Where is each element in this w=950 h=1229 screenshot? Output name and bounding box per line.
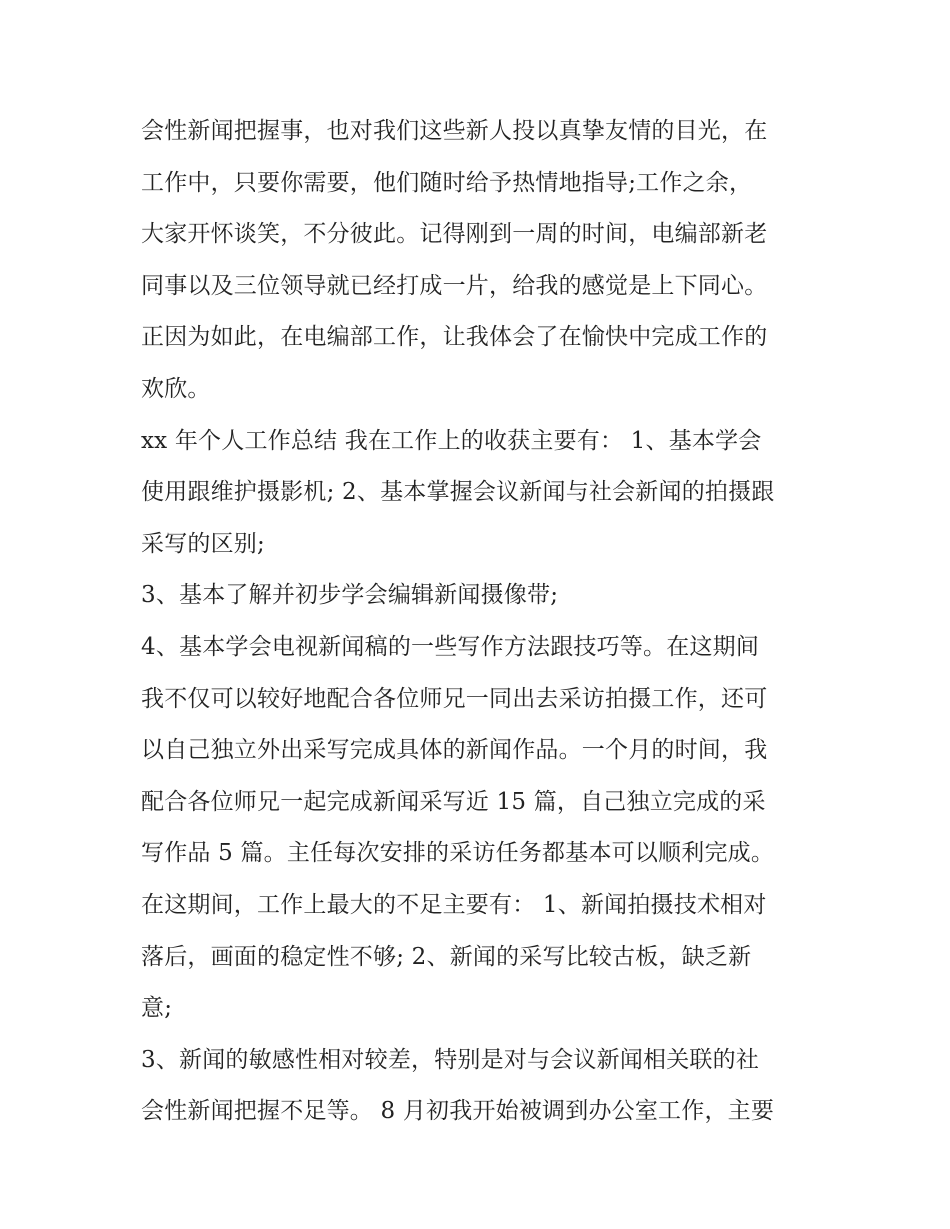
text-line: 会性新闻把握事，也对我们这些新人投以真挚友情的目光，在 xyxy=(141,118,768,144)
text-line: 欢欣。 xyxy=(141,375,211,402)
text-line: 使用跟维护摄影机; 2、基本掌握会议新闻与社会新闻的拍摄跟 xyxy=(141,479,775,506)
text-line: xx 年个人工作总结 我在工作上的收获主要有： 1、基本学会 xyxy=(141,427,762,454)
text-line: 我不仅可以较好地配合各位师兄一同出去采访拍摄工作，还可 xyxy=(141,685,768,712)
text-line: 大家开怀谈笑，不分彼此。记得刚到一周的时间，电编部新老 xyxy=(141,221,768,248)
text-line: 落后，画面的稳定性不够; 2、新闻的采写比较古板，缺乏新 xyxy=(141,943,752,970)
text-line: 工作中，只要你需要，他们随时给予热情地指导;工作之余， xyxy=(141,169,753,196)
text-line: 配合各位师兄一起完成新闻采写近 15 篇，自己独立完成的采 xyxy=(141,788,766,815)
body-text xyxy=(141,106,821,1138)
text-line: 同事以及三位领导就已经打成一片，给我的感觉是上下同心。 xyxy=(141,272,768,299)
text-line: 以自己独立外出采写完成具体的新闻作品。一个月的时间，我 xyxy=(141,737,768,764)
text-line: 3、新闻的敏感性相对较差，特别是对与会议新闻相关联的社 xyxy=(141,1046,760,1073)
text-line: 3、基本了解并初步学会编辑新闻摄像带; xyxy=(141,582,559,609)
text-line: 4、基本学会电视新闻稿的一些写作方法跟技巧等。在这期间 xyxy=(141,633,760,660)
text-line: 在这期间，工作上最大的不足主要有： 1、新闻拍摄技术相对 xyxy=(141,891,767,918)
text-line: 写作品 5 篇。主任每次安排的采访任务都基本可以顺利完成。 xyxy=(141,840,775,867)
text-line: 采写的区别; xyxy=(141,530,265,557)
text-line: 正因为如此，在电编部工作，让我体会了在愉快中完成工作的 xyxy=(141,324,768,351)
text-line: 会性新闻把握不足等。 8 月初我开始被调到办公室工作，主要 xyxy=(141,1098,775,1125)
text-line: 意; xyxy=(141,995,173,1022)
